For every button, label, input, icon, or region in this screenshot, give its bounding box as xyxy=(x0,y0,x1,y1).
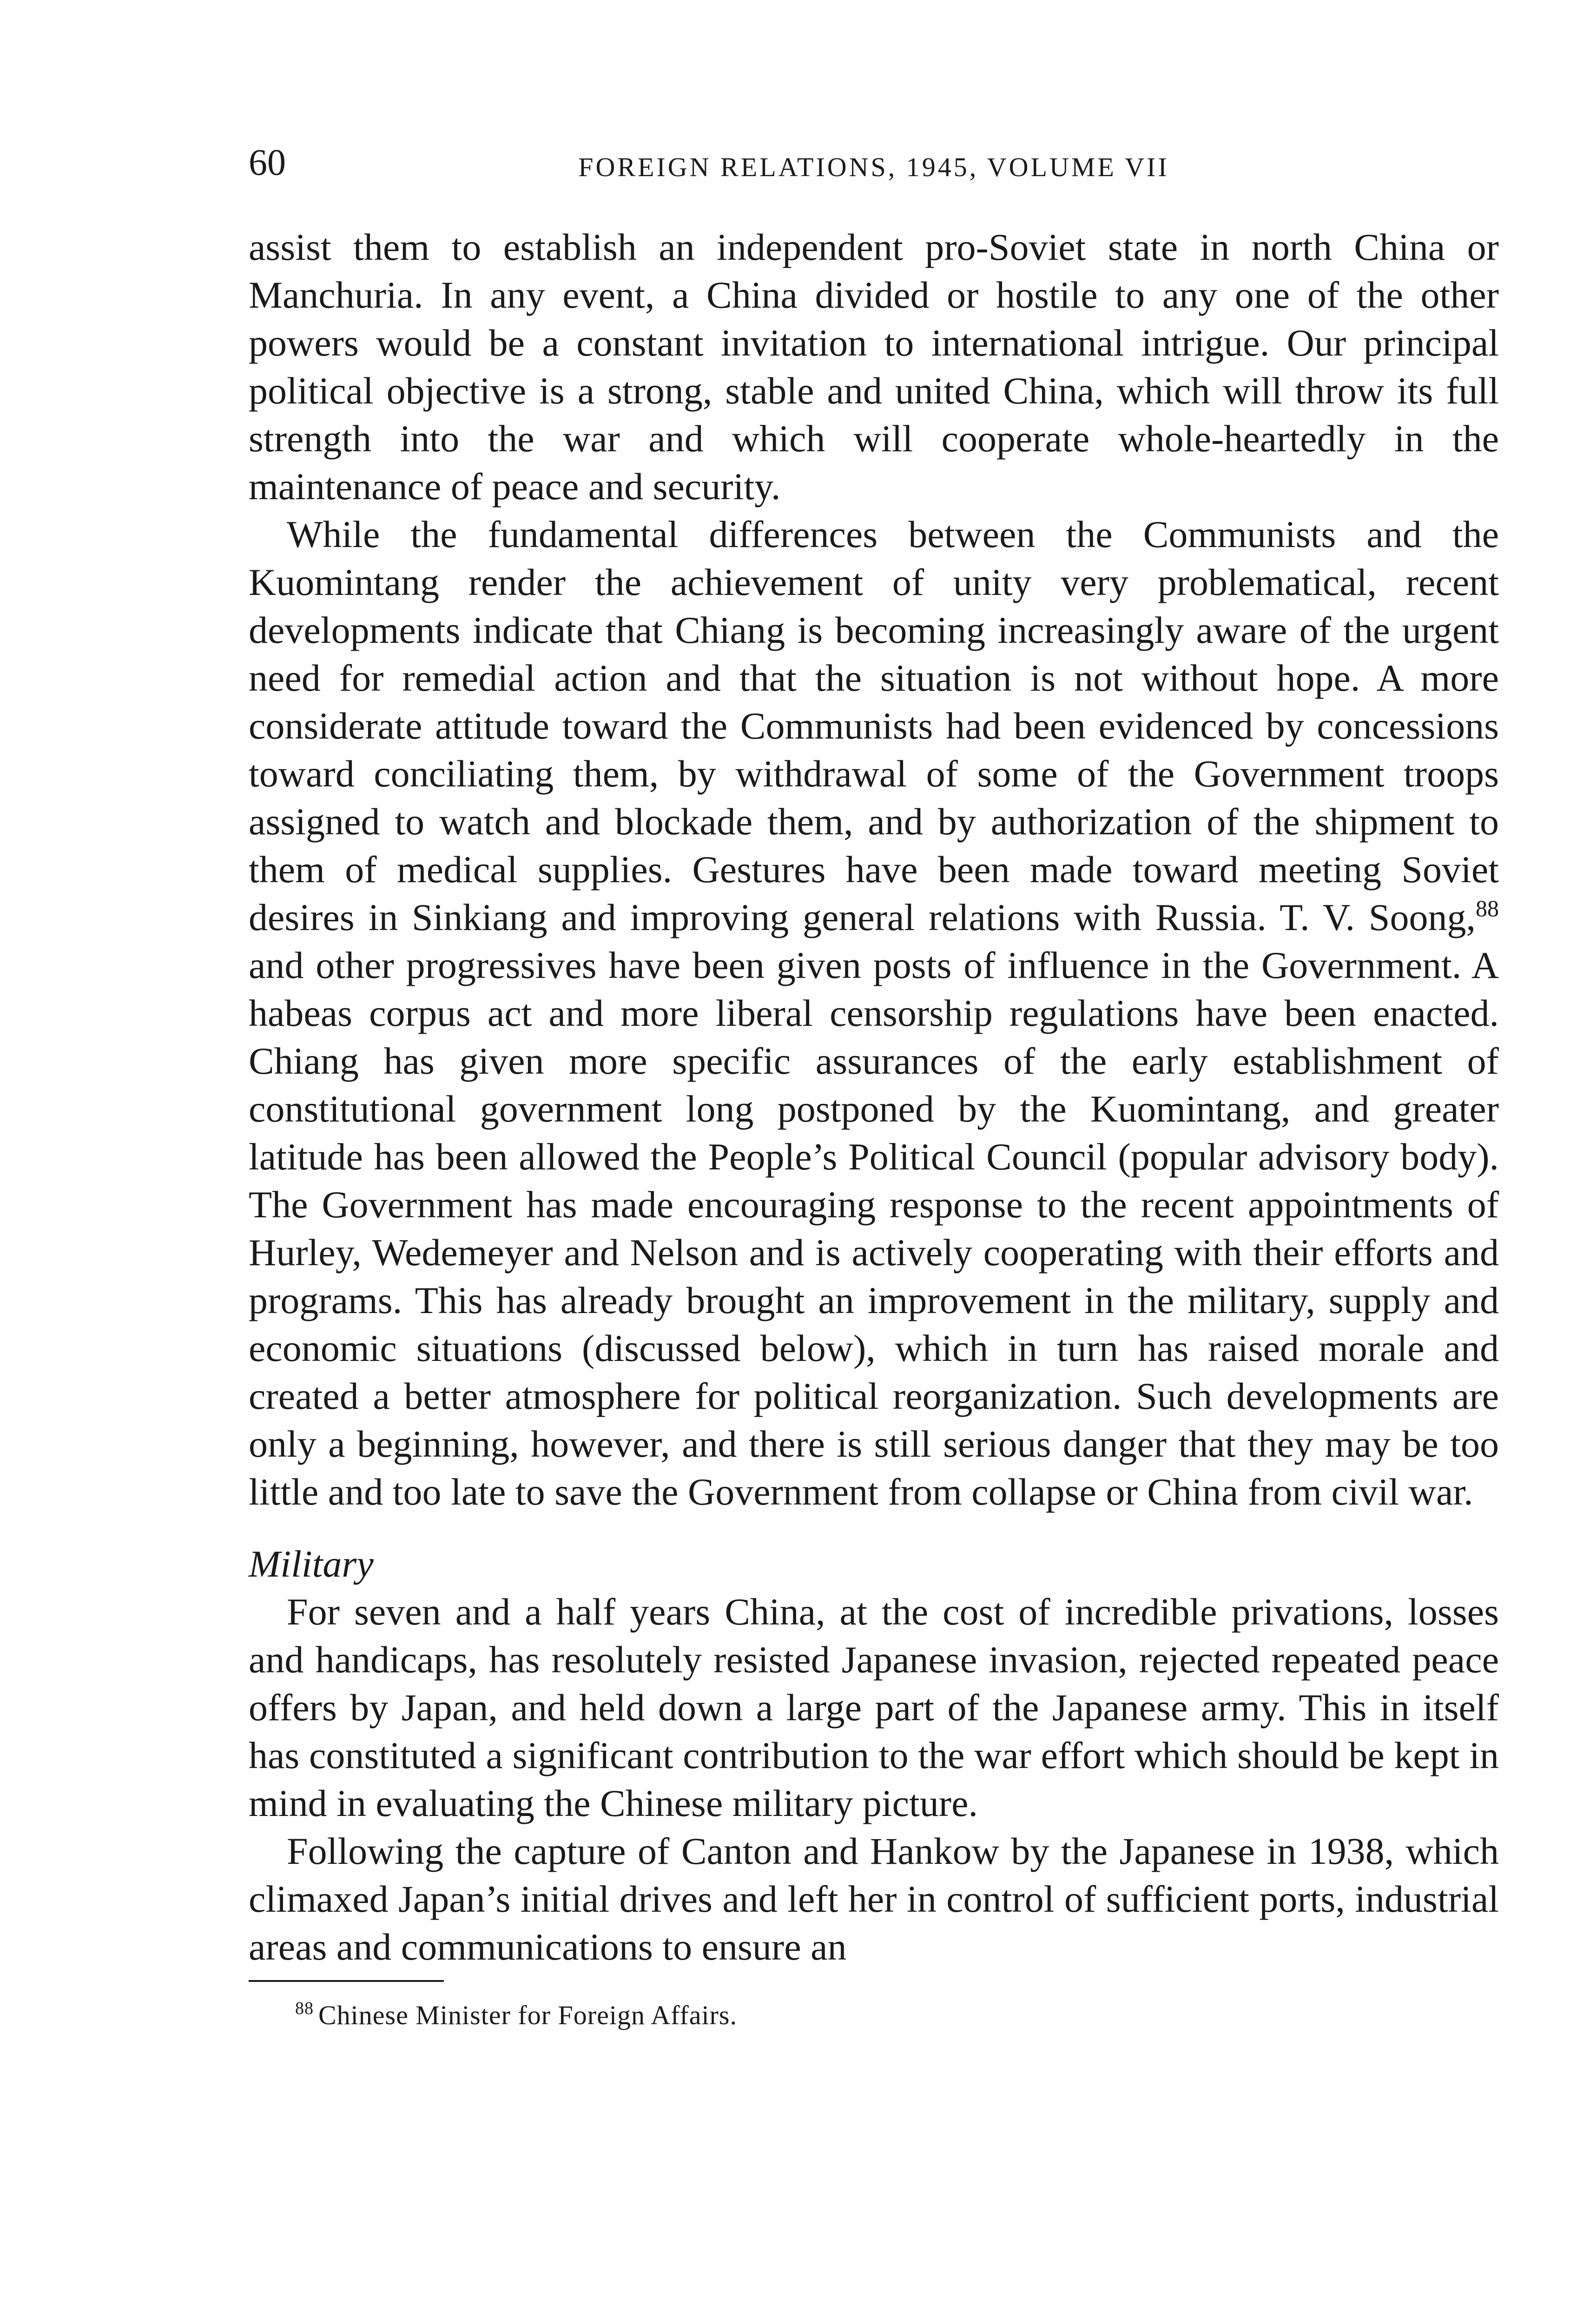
footnote-divider xyxy=(249,1980,444,1982)
section-heading: Military xyxy=(249,1543,374,1585)
paragraph: For seven and a half years China, at the cost of incredible privations, losses and handicaps, has resolutely resisted Japanese invasion, rejected repeated peace offers by Japan, and held down a large part of the Japanese army. This in itself has constituted a significant contribution to the war effort which should be kept in mind in evaluating the Chinese military picture. xyxy=(249,1591,1499,1824)
footnote-marker: 88 xyxy=(295,1999,314,2018)
document-page xyxy=(249,139,1499,2034)
footnote-reference: 88 xyxy=(1476,895,1499,921)
page-header xyxy=(249,139,1499,186)
running-head: FOREIGN RELATIONS, 1945, VOLUME VII xyxy=(578,152,1169,182)
page-number: 60 xyxy=(249,142,286,183)
paragraph-text: While the fundamental differences between the Communists and the Kuomintang render the achievement of unity very problematical, recent developments indicate that Chiang is becoming increasingly aware of the urgent need for remedial action and that the situation is not without hope. A more considerate attitude toward the Communists had been evidenced by concessions toward conciliating them, by withdrawal of some of the Government troops assigned to watch and blockade them, and by authorization of the shipment to them of medical supplies. Gestures have been made toward meeting Soviet desires in Sinkiang and improving general relations with Russia. T. V. Soong, xyxy=(249,513,1499,938)
paragraph: assist them to establish an independent pro-Soviet state in north China or Manchuria. In any event, a China divided or hostile to any one of the other powers would be a constant invitation to international intrigue. Our principal political objective is a strong, stable and united China, which will throw its full strength into the war and which will cooperate whole-heartedly in the maintenance of peace and security. xyxy=(249,226,1499,508)
footnote-text: Chinese Minister for Foreign Affairs. xyxy=(318,2000,737,2030)
paragraph xyxy=(249,510,1499,1516)
paragraph: Following the capture of Canton and Hankow by the Japanese in 1938, which climaxed Japan’s initial drives and left her in control of sufficient ports, industrial areas and communications to ensure an xyxy=(249,1830,1499,1968)
footnote xyxy=(249,1997,1499,2034)
body-text xyxy=(249,223,1499,1971)
paragraph-text: and other progressives have been given posts of influence in the Government. A habeas corpus act and more liberal censorship regulations have been enacted. Chiang has given more specific assurances of the early establishment of constitutional government long postponed by the Kuomintang, and greater latitude has been allowed the People’s Political Council (popular advisory body). The Government has made encouraging response to the recent appointments of Hurley, Wedemeyer and Nelson and is actively cooperating with their efforts and programs. This has already brought an improvement in the military, supply and economic situations (discussed below), which in turn has raised morale and created a better atmosphere for political reorganization. Such developments are only a beginning, however, and there is still serious danger that they may be too little and too late to save the Government from collapse or China from civil war. xyxy=(249,944,1499,1513)
